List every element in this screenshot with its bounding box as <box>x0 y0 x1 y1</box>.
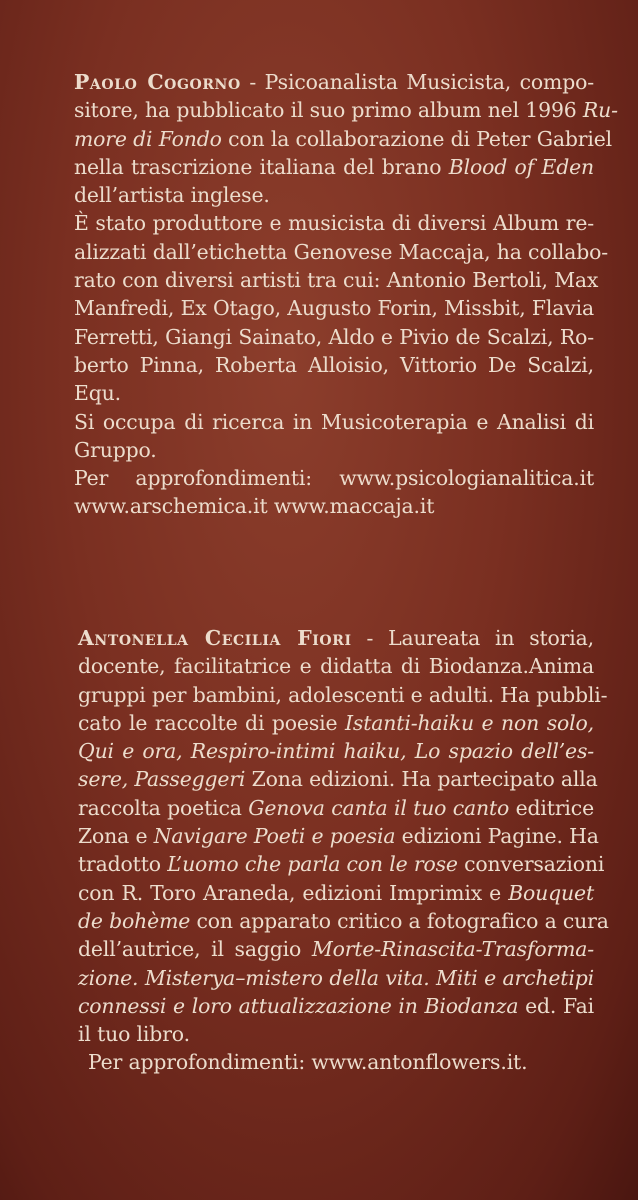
bio-line <box>74 850 605 878</box>
bio-line: Gruppo. <box>74 437 157 462</box>
song-title: Blood of Eden <box>448 154 594 179</box>
bio-line: alizzati dall’etichetta Genovese Maccaja, ha collabo- <box>74 239 608 264</box>
bio-line <box>74 125 613 153</box>
book-title: Genova canta il tuo canto <box>248 795 510 820</box>
text-run: sitore, ha pubblicato il suo primo album nel 1996 <box>74 98 583 123</box>
text-run: editrice <box>509 795 594 820</box>
book-title: Istanti-haiku e non solo, <box>345 710 594 735</box>
text-run: con apparato critico a fotografico a cura <box>190 908 609 933</box>
author-bio-paolo-cogorno <box>74 68 618 521</box>
bio-line <box>74 907 609 935</box>
book-title: connessi e loro attualizzazione in Biodanza <box>78 993 519 1018</box>
book-title: Navigare Poeti e poesia <box>153 824 396 849</box>
bio-line <box>74 794 594 822</box>
text-run: edizioni Pagine. Ha <box>395 824 599 849</box>
book-title: sere, Passeggeri <box>78 767 246 792</box>
bio-line: rato con diversi artisti tra cui: Antonio Bertoli, Max <box>74 268 599 293</box>
bio-line: docente, facilitatrice e didatta di Biodanza.Anima <box>78 654 594 679</box>
bio-line: dell’artista inglese. <box>74 183 270 208</box>
text-run: dell’autrice, il saggio <box>78 937 312 962</box>
text-run: Zona edizioni. Ha partecipato alla <box>245 767 598 792</box>
book-title: Morte-Rinascita-Trasforma- <box>311 937 594 962</box>
bio-line: berto Pinna, Roberta Alloisio, Vittorio De Scalzi, <box>74 352 594 377</box>
book-title: L’uomo che parla con le rose <box>167 852 458 877</box>
links-line: Per approfondimenti: www.antonflowers.it. <box>88 1050 528 1075</box>
text-run: raccolta poetica <box>78 795 249 820</box>
text-run: - Psicoanalista Musicista, compo- <box>240 70 595 94</box>
bio-line: È stato produttore e musicista di diversi Album re- <box>74 211 594 236</box>
bio-line: Equ. <box>74 381 121 406</box>
text-run: conversazioni <box>457 852 605 877</box>
bio-line <box>74 879 594 907</box>
text-run: con R. Toro Araneda, edizioni Imprimix e <box>78 880 509 905</box>
bio-line: Qui e ora, Respiro-intimi haiku, Lo spazio dell’es- <box>78 739 594 764</box>
text-run: ed. Fai <box>518 993 595 1018</box>
author-bio-antonella-cecilia-fiori <box>74 624 609 1077</box>
text-run: - Laureata in storia, <box>351 626 594 650</box>
bio-line <box>74 709 594 737</box>
text-run: nella trascrizione italiana del brano <box>74 154 449 179</box>
bio-line <box>74 96 618 124</box>
book-title: Bouquet <box>508 880 594 905</box>
bio-line <box>74 153 594 181</box>
author-name: Paolo Cogorno <box>74 70 241 94</box>
bio-line: gruppi per bambini, adolescenti e adulti. Ha pubbli- <box>78 682 608 707</box>
links-line: Per approfondimenti: www.psicologianalitica.it <box>74 466 594 491</box>
author-name: Antonella Cecilia Fiori <box>78 626 352 650</box>
album-title: more di Fondo <box>74 126 222 151</box>
text-run: cato le raccolte di poesie <box>78 710 346 735</box>
book-title: de bohème <box>78 908 191 933</box>
album-title: Ru- <box>582 98 618 123</box>
bio-line <box>74 992 594 1020</box>
bio-line: Ferretti, Giangi Sainato, Aldo e Pivio de Scalzi, Ro- <box>74 324 594 349</box>
bio-line: Manfredi, Ex Otago, Augusto Forin, Missbit, Flavia <box>74 296 595 321</box>
bio-line <box>74 68 594 96</box>
bio-line: il tuo libro. <box>78 1022 190 1047</box>
links-line: www.arschemica.it www.maccaja.it <box>74 494 435 519</box>
bio-line: Si occupa di ricerca in Musicoterapia e Analisi di <box>74 409 594 434</box>
bio-line <box>74 624 594 652</box>
bio-line <box>74 822 599 850</box>
text-run: Zona e <box>78 824 154 849</box>
bio-line <box>74 765 598 793</box>
text-run: tradotto <box>78 852 168 877</box>
bio-line: zione. Misterya–mistero della vita. Miti e archetipi <box>78 965 594 990</box>
bio-line <box>74 935 594 963</box>
text-run: con la collaborazione di Peter Gabriel <box>221 126 613 151</box>
